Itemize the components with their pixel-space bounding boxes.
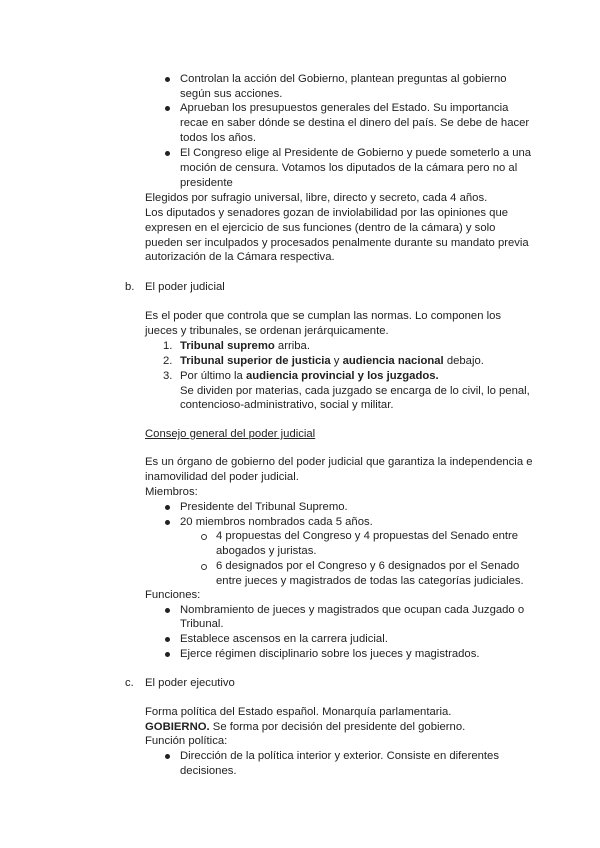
bullet-icon <box>165 77 170 82</box>
paragraph-line: Elegidos por sufragio universal, libre, directo y secreto, cada 4 años. <box>145 192 488 204</box>
bullet-icon <box>165 151 170 156</box>
sub-list-item: 6 designados por el Congreso y 6 designados por el Senado <box>216 560 520 572</box>
section-heading: El poder ejecutivo <box>145 677 235 689</box>
paragraph-line: GOBIERNO. Se forma por decisión del presidente del gobierno. <box>145 721 466 733</box>
list-item: recae en saber dónde se destina el dinero del país. Se debe de hacer <box>180 117 530 129</box>
list-item: Controlan la acción del Gobierno, plantean preguntas al gobierno <box>180 73 507 85</box>
list-item: decisiones. <box>180 765 237 777</box>
paragraph-line: jueces y tribunales, se ordenan jerárquicamente. <box>145 325 389 337</box>
circle-bullet-icon <box>201 564 207 570</box>
list-item: Tribunal. <box>180 618 224 630</box>
section-marker: c. <box>125 677 134 689</box>
funcion-label: Función política: <box>145 735 228 747</box>
list-item: Presidente del Tribunal Supremo. <box>180 501 348 513</box>
paragraph-line: Es el poder que controla que se cumplan las normas. Lo componen los <box>145 310 502 322</box>
bullet-icon <box>165 106 170 111</box>
bullet-icon <box>165 608 170 613</box>
paragraph-line: inamovilidad del poder judicial. <box>145 471 299 483</box>
list-item: 20 miembros nombrados cada 5 años. <box>180 516 373 528</box>
paragraph-line: expresen en el ejercicio de sus funciones (dentro de la cámara) y solo <box>145 222 496 234</box>
list-number: 3. <box>163 370 173 382</box>
paragraph-line: Los diputados y senadores gozan de inviolabilidad por las opiniones que <box>145 207 509 219</box>
funciones-label: Funciones: <box>145 589 201 601</box>
list-item: todos los años. <box>180 132 256 144</box>
numbered-item: Tribunal supremo arriba. <box>180 340 310 352</box>
paragraph-line: Es un órgano de gobierno del poder judicial que garantiza la independencia e <box>145 456 533 468</box>
list-item: presidente <box>180 177 233 189</box>
section-heading: El poder judicial <box>145 281 225 293</box>
numbered-item-detail: Se dividen por materias, cada juzgado se encarga de lo civil, lo penal, <box>180 385 530 397</box>
list-item: El Congreso elige al Presidente de Gobierno y puede someterlo a una <box>180 147 532 159</box>
list-item: Nombramiento de jueces y magistrados que ocupan cada Juzgado o <box>180 604 525 616</box>
list-number: 2. <box>163 355 173 367</box>
numbered-item-detail: contencioso-administrativo, social y militar. <box>180 399 394 411</box>
sub-list-item: abogados y juristas. <box>216 545 317 557</box>
paragraph-line: autorización de la Cámara respectiva. <box>145 251 335 263</box>
miembros-label: Miembros: <box>145 486 198 498</box>
circle-bullet-icon <box>201 534 207 540</box>
list-item: Dirección de la política interior y exterior. Consiste en diferentes <box>180 750 499 762</box>
bullet-icon <box>165 637 170 642</box>
list-item: según sus acciones. <box>180 88 283 100</box>
numbered-item: Por último la audiencia provincial y los juzgados. <box>180 370 439 382</box>
paragraph-line: Forma política del Estado español. Monarquía parlamentaria. <box>145 706 452 718</box>
paragraph-line: pueden ser inculpados y procesados penalmente durante su mandato previa <box>145 237 529 249</box>
list-item: Aprueban los presupuestos generales del Estado. Su importancia <box>180 102 509 114</box>
bullet-icon <box>165 505 170 510</box>
bullet-icon <box>165 520 170 525</box>
list-item: moción de censura. Votamos los diputados de la cámara pero no al <box>180 162 518 174</box>
consejo-title: Consejo general del poder judicial <box>145 428 316 440</box>
sub-list-item: entre jueces y magistrados de todas las categorías judiciales. <box>216 575 524 587</box>
section-marker: b. <box>125 281 135 293</box>
list-item: Establece ascensos en la carrera judicial. <box>180 633 388 645</box>
list-item: Ejerce régimen disciplinario sobre los jueces y magistrados. <box>180 648 480 660</box>
list-number: 1. <box>163 340 173 352</box>
bullet-icon <box>165 754 170 759</box>
bullet-icon <box>165 652 170 657</box>
sub-list-item: 4 propuestas del Congreso y 4 propuestas del Senado entre <box>216 530 519 542</box>
numbered-item: Tribunal superior de justicia y audiencia nacional debajo. <box>180 355 484 367</box>
